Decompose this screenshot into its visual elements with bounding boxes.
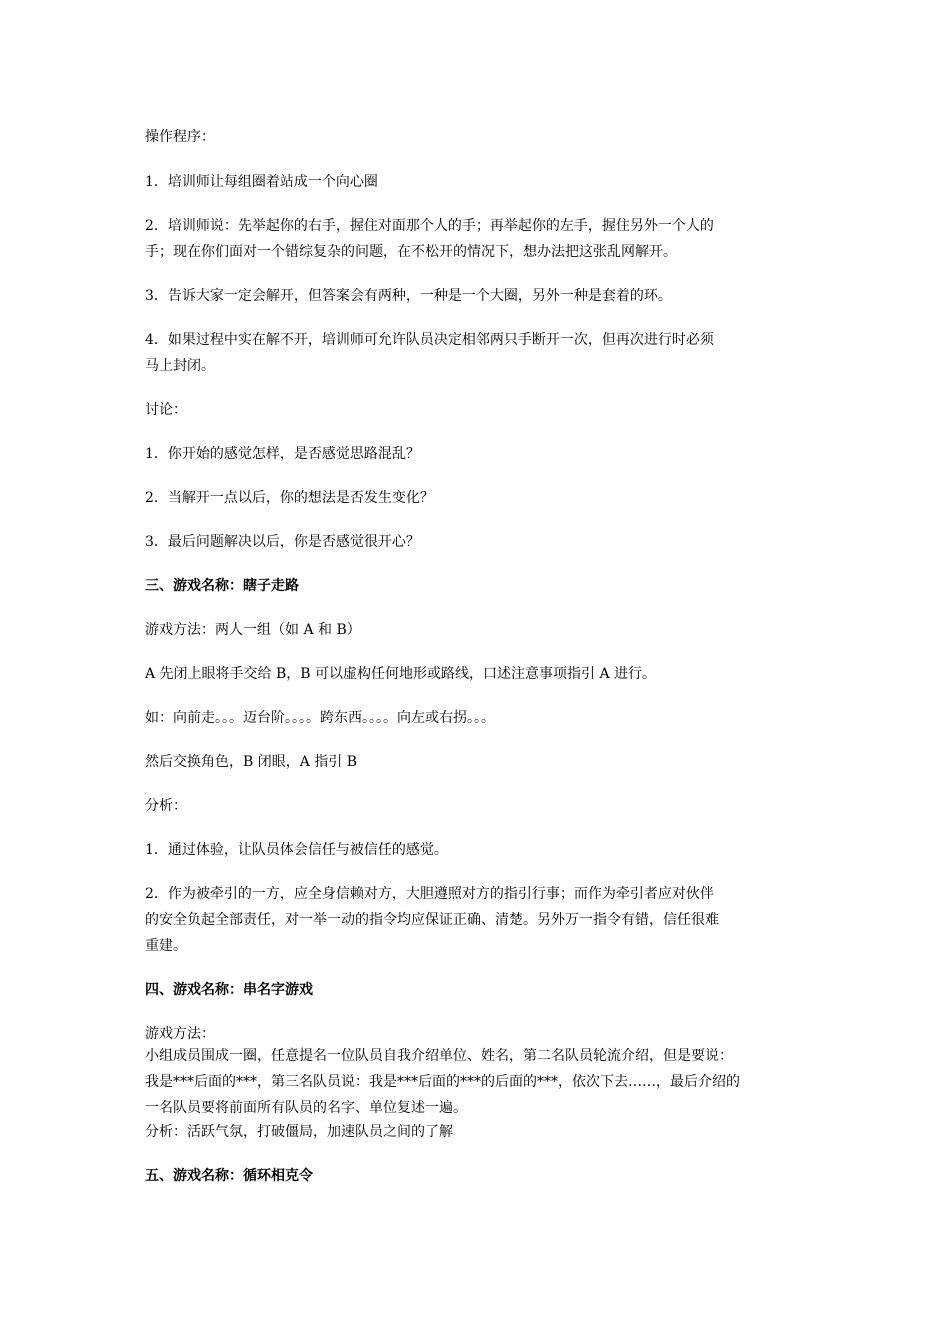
game-3-swap: 然后交换角色，B 闭眼，A 指引 B <box>145 754 358 770</box>
procedure-step-1: 1．培训师让每组圈着站成一个向心圈 <box>145 174 378 190</box>
game-3-example: 如：向前走。。。迈台阶。。。。跨东西。。。。向左或右拐。。。 <box>145 710 495 726</box>
section-heading-5: 五、游戏名称：循环相克令 <box>145 1168 313 1184</box>
section-heading-3: 三、游戏名称：瞎子走路 <box>145 578 299 594</box>
procedure-step-4-line-1: 4．如果过程中实在解不开，培训师可允许队员决定相邻两只手断开一次，但再次进行时必须 <box>145 332 714 348</box>
discussion-item-1: 1．你开始的感觉怎样，是否感觉思路混乱？ <box>145 446 420 462</box>
discussion-item-2: 2．当解开一点以后，你的想法是否发生变化？ <box>145 490 434 506</box>
discussion-label: 讨论： <box>145 402 187 418</box>
analysis-item-2-line-3: 重建。 <box>145 938 187 954</box>
analysis-item-2-line-2: 的安全负起全部责任，对一举一动的指令均应保证正确、清楚。另外万一指令有错，信任很难 <box>145 912 719 928</box>
section-heading-4: 四、游戏名称：串名字游戏 <box>145 982 313 998</box>
game-4-analysis: 分析：活跃气氛，打破僵局，加速队员之间的了解 <box>145 1124 453 1140</box>
procedure-step-2-line-2: 手；现在你们面对一个错综复杂的问题，在不松开的情况下，想办法把这张乱网解开。 <box>145 244 677 260</box>
game-4-method-line-3: 一名队员要将前面所有队员的名字、单位复述一遍。 <box>145 1100 467 1116</box>
game-4-method-line-1: 小组成员围成一圈，任意提名一位队员自我介绍单位、姓名，第二名队员轮流介绍，但是要说： <box>145 1048 733 1064</box>
analysis-item-1: 1．通过体验，让队员体会信任与被信任的感觉。 <box>145 842 448 858</box>
discussion-item-3: 3．最后问题解决以后，你是否感觉很开心？ <box>145 534 420 550</box>
analysis-label: 分析： <box>145 798 187 814</box>
game-3-method: 游戏方法：两人一组（如 A 和 B） <box>145 622 361 638</box>
procedure-step-4-line-2: 马上封闭。 <box>145 358 215 374</box>
game-3-description: A 先闭上眼将手交给 B，B 可以虚构任何地形或路线，口述注意事项指引 A 进行。 <box>145 666 657 682</box>
procedure-step-2-line-1: 2．培训师说：先举起你的右手，握住对面那个人的手；再举起你的左手，握住另外一个人的 <box>145 218 714 234</box>
procedure-label: 操作程序： <box>145 129 215 145</box>
game-4-method-line-2: 我是***后面的***，第三名队员说：我是***后面的***的后面的***，依次下去……，最后介绍的 <box>145 1074 740 1090</box>
game-4-method-label: 游戏方法： <box>145 1026 215 1042</box>
procedure-step-3: 3．告诉大家一定会解开，但答案会有两种，一种是一个大圈，另外一种是套着的环。 <box>145 288 672 304</box>
analysis-item-2-line-1: 2．作为被牵引的一方，应全身信赖对方，大胆遵照对方的指引行事；而作为牵引者应对伙伴 <box>145 886 714 902</box>
